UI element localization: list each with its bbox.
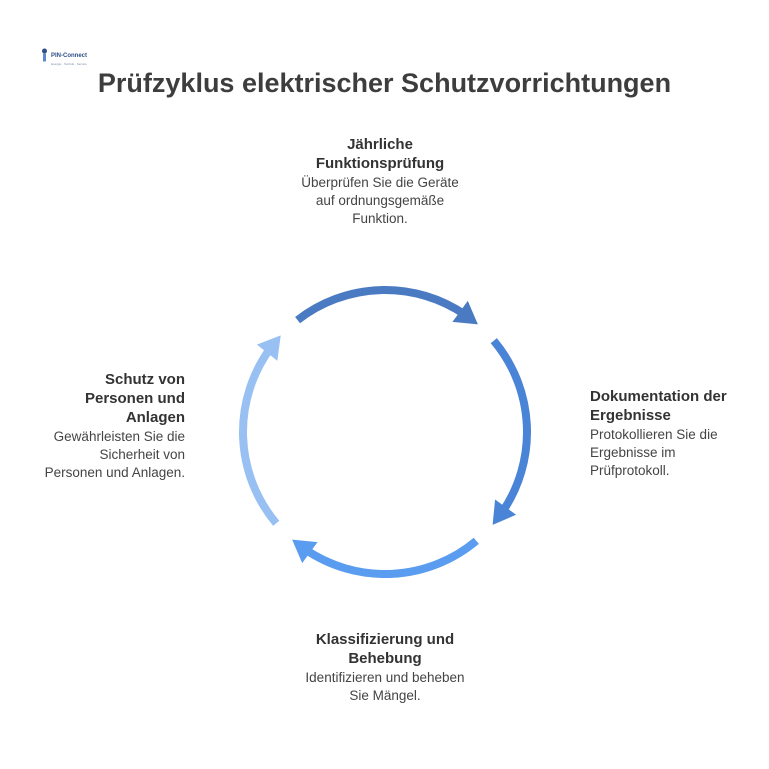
step-annual-test-title: Jährliche Funktionsprüfung — [315, 136, 445, 172]
logo-subtext: Energie · Technik · Service — [51, 62, 87, 66]
logo-text: PIN-Connect — [51, 53, 87, 59]
arrow-left-shaft — [243, 348, 276, 523]
step-protection-title: Schutz von Personen und Anlagen — [84, 371, 185, 426]
page-title: Prüfzyklus elektrischer Schutzvorrichtungen — [97, 68, 672, 98]
step-annual-test — [300, 135, 460, 228]
arrow-bottom-shaft — [305, 541, 476, 574]
arrow-top-shaft — [298, 290, 466, 320]
step-protection-description: Gewährleisten Sie die Sicherheit von Personen und Anlagen. — [44, 429, 185, 480]
step-documentation-title: Dokumentation der Ergebnisse — [590, 388, 727, 424]
step-documentation-description: Protokollieren Sie die Ergebnisse im Prüfprotokoll. — [590, 427, 718, 478]
step-classification-title: Klassifizierung und Behebung — [315, 631, 455, 667]
step-annual-test-description: Überprüfen Sie die Geräte auf ordnungsgemäße Funktion. — [301, 175, 459, 226]
arrow-right-shaft — [494, 341, 527, 512]
step-documentation — [590, 387, 740, 480]
step-classification-description: Identifizieren und beheben Sie Mängel. — [305, 670, 465, 703]
step-protection — [40, 370, 185, 482]
step-classification — [300, 630, 470, 705]
